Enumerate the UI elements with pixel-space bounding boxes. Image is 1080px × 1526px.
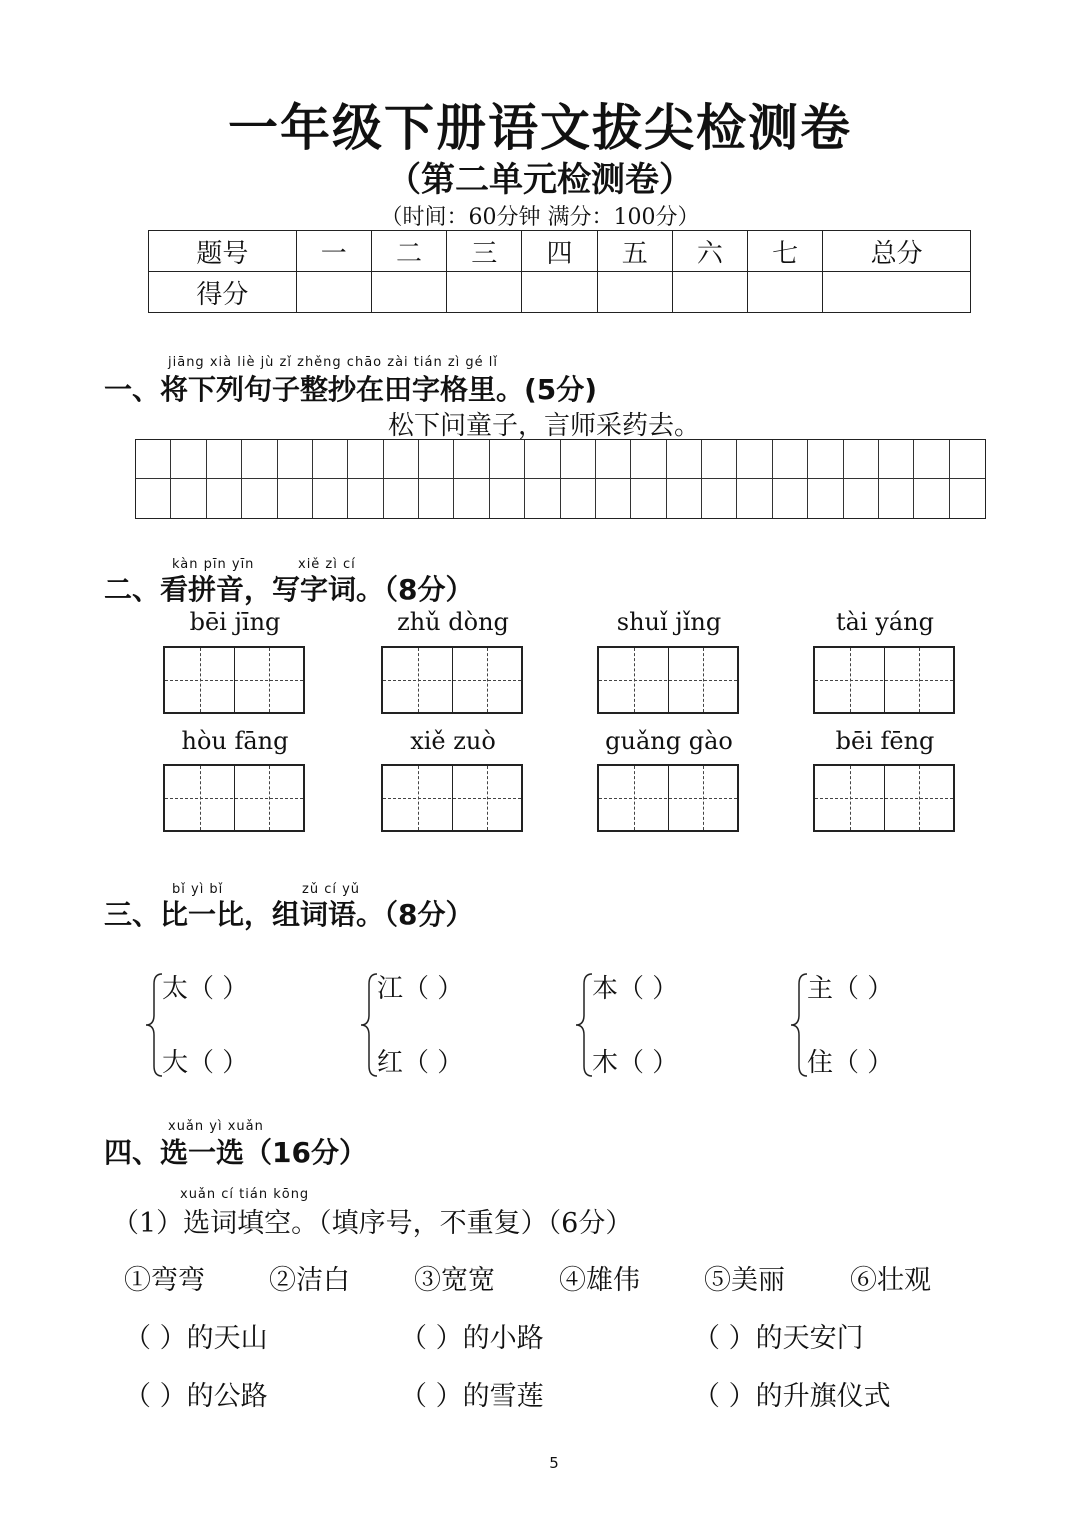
tianzige-cell[interactable]: [879, 440, 914, 479]
option-item: ④雄伟: [559, 1265, 640, 1296]
score-input-cell[interactable]: [597, 272, 672, 313]
tianzige-cell[interactable]: [207, 479, 242, 518]
fill-blank[interactable]: （ ）的天安门: [693, 1323, 864, 1354]
score-header-cell: 总分: [823, 231, 971, 272]
score-header-cell: 六: [672, 231, 747, 272]
fill-blank[interactable]: （ ）的公路: [124, 1381, 268, 1412]
tianzige-cell[interactable]: [631, 479, 666, 518]
section3-pinyin-1: bǐ yì bǐ: [172, 882, 224, 897]
pinyin-word: hòu fāng: [181, 727, 289, 755]
tianzige-cell[interactable]: [525, 440, 560, 479]
score-input-cell[interactable]: [447, 272, 522, 313]
tianzige-cell[interactable]: [136, 479, 171, 518]
section2-heading: 二、看拼音，写字词。（8分）: [104, 573, 474, 606]
score-header-cell: 一: [296, 231, 371, 272]
section1-pinyin: jiāng xià liè jù zǐ zhěng chāo zài tián zì gé lǐ: [168, 355, 499, 370]
tianzige-cell[interactable]: [596, 440, 631, 479]
score-header-cell: 七: [748, 231, 823, 272]
section4-heading: 四、选一选（16分）: [104, 1136, 367, 1169]
pinyin-word: zhǔ dòng: [397, 608, 509, 636]
word-pair-bottom: 红（ ）: [377, 1048, 464, 1078]
tianzige-cell[interactable]: [207, 440, 242, 479]
tianzige-cell[interactable]: [136, 440, 171, 479]
tianzige-cell[interactable]: [242, 440, 277, 479]
tianzige-cell[interactable]: [561, 479, 596, 518]
score-table-score-row: [149, 272, 971, 313]
score-input-cell[interactable]: [672, 272, 747, 313]
pinyin-word: bēi jīng: [189, 608, 281, 636]
pinyin-word: guǎng gào: [605, 727, 733, 755]
tianzige-cell[interactable]: [490, 479, 525, 518]
tianzige-cell[interactable]: [667, 440, 702, 479]
pinyin-word: xiě zuò: [410, 727, 496, 755]
word-pair-bottom: 住（ ）: [807, 1048, 894, 1078]
word-pair-bottom: 木（ ）: [592, 1048, 679, 1078]
word-pair-top: 主（ ）: [807, 974, 894, 1004]
writing-box[interactable]: [813, 764, 955, 832]
option-item: ①弯弯: [124, 1265, 205, 1296]
score-input-cell[interactable]: [371, 272, 446, 313]
score-row-label: 得分: [149, 272, 297, 313]
pinyin-word: tài yáng: [836, 608, 934, 636]
writing-box[interactable]: [597, 764, 739, 832]
score-table: [148, 230, 971, 313]
score-header-cell: 三: [447, 231, 522, 272]
score-header-cell: 二: [371, 231, 446, 272]
tianzige-cell[interactable]: [737, 479, 772, 518]
page-subtitle: （第二单元检测卷）: [387, 160, 693, 200]
writing-box[interactable]: [813, 646, 955, 714]
page-number: 5: [549, 1454, 559, 1472]
tianzige-cell[interactable]: [844, 440, 879, 479]
score-table-header-row: [149, 231, 971, 272]
word-pair-top: 太（ ）: [162, 974, 249, 1004]
tianzige-cell[interactable]: [737, 440, 772, 479]
fill-blank[interactable]: （ ）的天山: [124, 1323, 268, 1354]
section1-heading: 一、将下列句子整抄在田字格里。(5分): [104, 373, 598, 406]
tianzige-cell[interactable]: [844, 479, 879, 518]
tianzige-cell[interactable]: [950, 479, 985, 518]
tianzige-cell[interactable]: [702, 440, 737, 479]
tianzige-cell[interactable]: [313, 479, 348, 518]
score-input-cell[interactable]: [522, 272, 597, 313]
tianzige-cell[interactable]: [454, 479, 489, 518]
tianzige-cell[interactable]: [278, 479, 313, 518]
section3-pinyin-2: zǔ cí yǔ: [302, 882, 361, 897]
score-header-cell: 题号: [149, 231, 297, 272]
pinyin-word: bēi fēng: [835, 727, 935, 755]
tianzige-cell[interactable]: [879, 479, 914, 518]
tianzige-cell[interactable]: [773, 479, 808, 518]
tianzige-cell[interactable]: [631, 440, 666, 479]
tianzige-cell[interactable]: [348, 440, 383, 479]
tianzige-cell[interactable]: [242, 479, 277, 518]
section1-sentence: 松下问童子，言师采药去。: [388, 411, 701, 441]
tianzige-cell[interactable]: [384, 479, 419, 518]
tianzige-grid[interactable]: [135, 439, 986, 519]
tianzige-cell[interactable]: [171, 479, 206, 518]
option-item: ②洁白: [269, 1265, 350, 1296]
writing-box[interactable]: [163, 764, 305, 832]
pinyin-word: shuǐ jǐng: [616, 608, 722, 636]
tianzige-cell[interactable]: [384, 440, 419, 479]
tianzige-cell[interactable]: [348, 479, 383, 518]
section3-heading: 三、比一比，组词语。（8分）: [104, 898, 474, 931]
tianzige-cell[interactable]: [667, 479, 702, 518]
tianzige-cell[interactable]: [914, 440, 949, 479]
tianzige-cell[interactable]: [525, 479, 560, 518]
score-header-cell: 五: [597, 231, 672, 272]
exam-meta: （时间：60分钟 满分：100分）: [380, 205, 700, 230]
score-input-cell[interactable]: [823, 272, 971, 313]
score-input-cell[interactable]: [748, 272, 823, 313]
tianzige-cell[interactable]: [490, 440, 525, 479]
word-pair-top: 江（ ）: [377, 974, 464, 1004]
tianzige-cell[interactable]: [702, 479, 737, 518]
q1-instruction: （1）选词填空。（填序号，不重复）（6分）: [112, 1208, 633, 1239]
tianzige-cell[interactable]: [950, 440, 985, 479]
tianzige-cell[interactable]: [171, 440, 206, 479]
option-item: ③宽宽: [414, 1265, 495, 1296]
score-input-cell[interactable]: [296, 272, 371, 313]
section2-pinyin-1: kàn pīn yīn: [172, 557, 255, 572]
score-header-cell: 四: [522, 231, 597, 272]
page-title: 一年级下册语文拔尖检测卷: [228, 99, 852, 157]
section4-pinyin: xuǎn yì xuǎn: [168, 1119, 264, 1134]
fill-blank[interactable]: （ ）的小路: [400, 1323, 544, 1354]
tianzige-cell[interactable]: [419, 440, 454, 479]
tianzige-cell[interactable]: [808, 440, 843, 479]
tianzige-cell[interactable]: [596, 479, 631, 518]
writing-box[interactable]: [381, 646, 523, 714]
section2-pinyin-2: xiě zì cí: [298, 557, 356, 572]
option-item: ⑤美丽: [704, 1265, 785, 1296]
tianzige-cell[interactable]: [561, 440, 596, 479]
tianzige-cell[interactable]: [808, 479, 843, 518]
tianzige-cell[interactable]: [773, 440, 808, 479]
writing-box[interactable]: [163, 646, 305, 714]
writing-box[interactable]: [381, 764, 523, 832]
word-pair-bottom: 大（ ）: [162, 1048, 249, 1078]
option-item: ⑥壮观: [850, 1265, 931, 1296]
writing-box[interactable]: [597, 646, 739, 714]
tianzige-cell[interactable]: [914, 479, 949, 518]
tianzige-cell[interactable]: [278, 440, 313, 479]
tianzige-cell[interactable]: [419, 479, 454, 518]
word-pair-top: 本（ ）: [592, 974, 679, 1004]
fill-blank[interactable]: （ ）的升旗仪式: [693, 1381, 891, 1412]
fill-blank[interactable]: （ ）的雪莲: [400, 1381, 544, 1412]
q1-pinyin: xuǎn cí tián kōng: [180, 1187, 310, 1202]
tianzige-cell[interactable]: [454, 440, 489, 479]
tianzige-cell[interactable]: [313, 440, 348, 479]
